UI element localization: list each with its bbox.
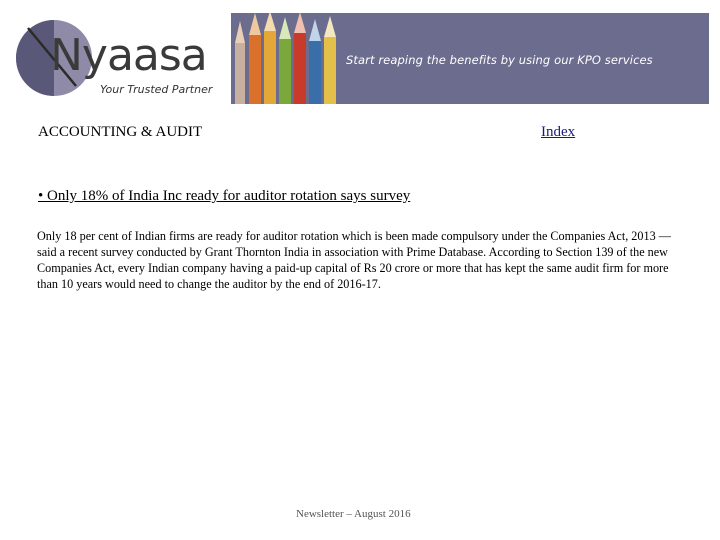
section-title: ACCOUNTING & AUDIT [38,124,203,140]
logo-tagline: Your Trusted Partner [100,83,213,96]
index-link[interactable]: Index [541,124,576,140]
kpo-banner [231,13,709,104]
logo-wordmark: Nyaasa [50,30,207,81]
colored-pencils-icon [231,13,341,104]
article-headline: • Only 18% of India Inc ready for auditor rotation says survey [38,188,411,204]
nyaasa-logo [14,14,214,104]
newsletter-footer: Newsletter – August 2016 [296,508,411,520]
article-body: Only 18 per cent of Indian firms are ready for auditor rotation which is been made compulsory under the Companies Act, 2013 — said a recent survey conducted by Grant Thornton India in association with Prime Database. According to Section 139 of the new Companies Act, every Indian company having a paid-up capital of Rs 20 crore or more that has kept the same audit firm for more than 10 years would need to change the auditor by the end of 2016-17. [37,229,671,291]
banner-slogan: Start reaping the benefits by using our KPO services [346,53,653,67]
